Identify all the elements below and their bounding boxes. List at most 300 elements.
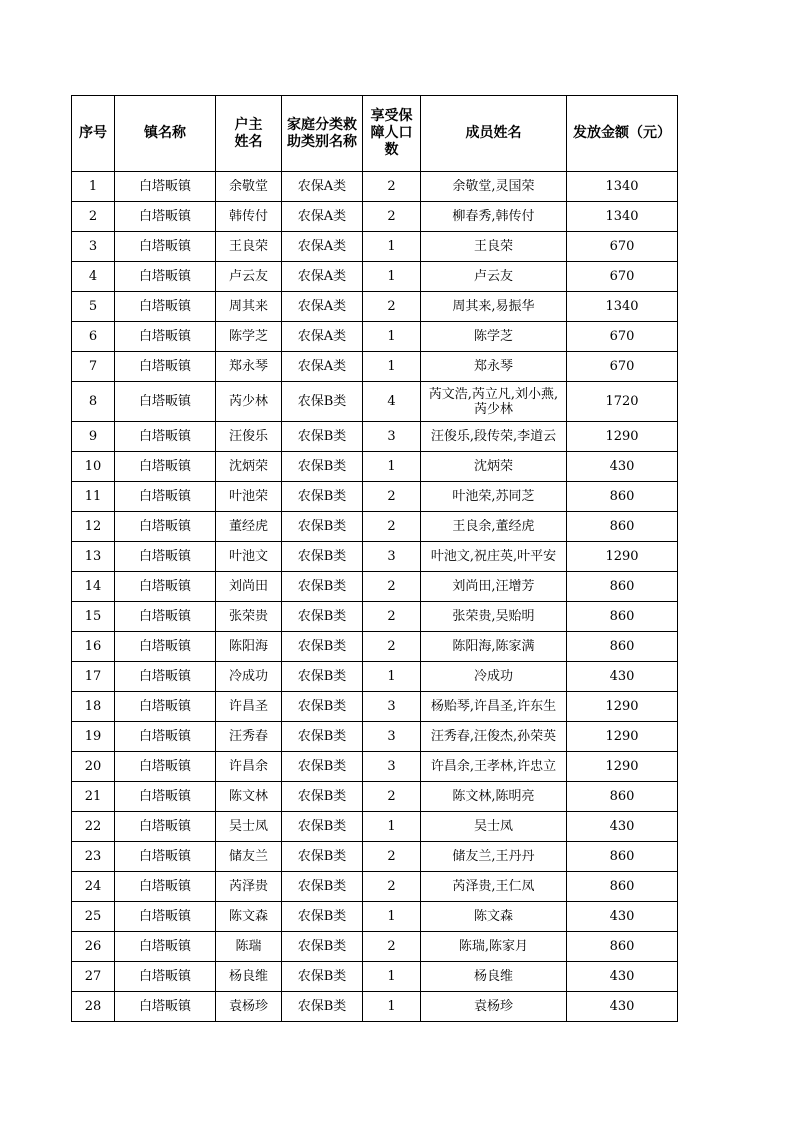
cell-town-text: 白塔畈镇 (138, 269, 191, 284)
cell-category (282, 722, 363, 752)
cell-index (72, 542, 115, 572)
cell-householder-text: 卢云友 (228, 269, 268, 284)
cell-town (115, 352, 216, 382)
table-row (72, 202, 678, 232)
cell-index-text: 24 (84, 879, 102, 894)
cell-category-text: 农保B类 (297, 879, 347, 894)
cell-index-text: 1 (88, 179, 98, 194)
cell-count-text: 3 (387, 699, 396, 714)
cell-index (72, 482, 115, 512)
cell-category (282, 602, 363, 632)
cell-amount (567, 782, 678, 812)
cell-householder-text: 刘尚田 (228, 579, 268, 594)
table-row (72, 512, 678, 542)
cell-town-text: 白塔畈镇 (138, 579, 191, 594)
cell-count-text: 2 (387, 789, 396, 804)
cell-count-text: 3 (387, 429, 396, 444)
cell-members (421, 632, 567, 662)
cell-town-text: 白塔畈镇 (138, 179, 191, 194)
cell-members (421, 482, 567, 512)
cell-members (421, 452, 567, 482)
cell-category (282, 232, 363, 262)
cell-count-text: 2 (387, 579, 396, 594)
cell-amount (567, 382, 678, 422)
cell-members (421, 382, 567, 422)
cell-count-text: 2 (387, 179, 396, 194)
cell-members-text: 芮文浩,芮立凡,刘小燕,芮少林 (428, 386, 559, 417)
cell-amount (567, 352, 678, 382)
cell-members (421, 722, 567, 752)
cell-town-text: 白塔畈镇 (138, 939, 191, 954)
cell-amount (567, 722, 678, 752)
cell-index (72, 812, 115, 842)
cell-town-text: 白塔畈镇 (138, 909, 191, 924)
cell-amount-text: 430 (609, 969, 635, 984)
header-town: 镇名称 (115, 96, 216, 172)
cell-index-text: 15 (84, 609, 102, 624)
cell-members-text: 叶池文,祝庄英,叶平安 (430, 549, 557, 564)
cell-town (115, 902, 216, 932)
table-row (72, 782, 678, 812)
cell-members-text: 王良荣 (473, 239, 513, 254)
cell-members (421, 662, 567, 692)
cell-town-text: 白塔畈镇 (138, 969, 191, 984)
cell-index-text: 10 (84, 459, 102, 474)
cell-count (363, 382, 421, 422)
cell-count (363, 262, 421, 292)
cell-count (363, 632, 421, 662)
cell-count (363, 322, 421, 352)
cell-town (115, 172, 216, 202)
cell-index-text: 21 (84, 789, 102, 804)
cell-count (363, 422, 421, 452)
header-householder: 户主姓名 (216, 96, 282, 172)
cell-count (363, 662, 421, 692)
cell-members-text: 刘尚田,汪增芳 (452, 579, 535, 594)
cell-amount-text: 670 (609, 359, 635, 374)
header-row (72, 96, 678, 172)
cell-amount (567, 632, 678, 662)
header-category: 家庭分类救助类别名称 (282, 96, 363, 172)
cell-count (363, 572, 421, 602)
cell-index (72, 262, 115, 292)
table-body (72, 172, 678, 1022)
cell-amount-text: 1290 (605, 699, 639, 714)
cell-town (115, 422, 216, 452)
cell-amount-text: 1720 (605, 394, 639, 409)
cell-members-text: 王良余,董经虎 (452, 519, 535, 534)
cell-householder (216, 202, 282, 232)
cell-members-text: 储友兰,王丹丹 (452, 849, 535, 864)
cell-amount (567, 202, 678, 232)
cell-amount-text: 860 (609, 639, 635, 654)
table-row (72, 232, 678, 262)
cell-amount (567, 482, 678, 512)
cell-town (115, 812, 216, 842)
cell-members-text: 杨贻琴,许昌圣,许东生 (430, 699, 557, 714)
cell-amount (567, 262, 678, 292)
cell-householder-text: 杨良维 (228, 969, 268, 984)
cell-amount (567, 842, 678, 872)
cell-category (282, 662, 363, 692)
cell-town (115, 752, 216, 782)
cell-householder (216, 872, 282, 902)
cell-town (115, 692, 216, 722)
cell-category-text: 农保B类 (297, 789, 347, 804)
cell-index (72, 872, 115, 902)
table-row (72, 752, 678, 782)
cell-householder-text: 袁杨珍 (228, 999, 268, 1014)
cell-town-text: 白塔畈镇 (138, 849, 191, 864)
table-row (72, 382, 678, 422)
cell-town (115, 572, 216, 602)
cell-town (115, 482, 216, 512)
cell-count (363, 902, 421, 932)
cell-householder-text: 叶池荣 (228, 489, 268, 504)
cell-index (72, 422, 115, 452)
cell-town (115, 872, 216, 902)
cell-count-text: 1 (387, 969, 396, 984)
cell-category-text: 农保A类 (297, 329, 347, 344)
cell-members-text: 郑永琴 (473, 359, 513, 374)
cell-householder (216, 992, 282, 1022)
cell-members-text: 袁杨珍 (473, 999, 513, 1014)
cell-members (421, 752, 567, 782)
cell-index-text: 5 (88, 299, 98, 314)
cell-category-text: 农保B类 (297, 429, 347, 444)
cell-amount (567, 962, 678, 992)
cell-householder-text: 芮少林 (228, 394, 268, 409)
cell-householder-text: 王良荣 (228, 239, 268, 254)
cell-category-text: 农保B类 (297, 999, 347, 1014)
cell-amount (567, 452, 678, 482)
cell-members-text: 吴士凤 (473, 819, 513, 834)
cell-amount (567, 172, 678, 202)
cell-householder (216, 632, 282, 662)
cell-householder (216, 602, 282, 632)
cell-householder-text: 陈学芝 (228, 329, 268, 344)
cell-index-text: 16 (84, 639, 102, 654)
cell-index-text: 13 (84, 549, 102, 564)
cell-town-text: 白塔畈镇 (138, 239, 191, 254)
cell-count (363, 812, 421, 842)
cell-category-text: 农保B类 (297, 669, 347, 684)
cell-index-text: 12 (84, 519, 102, 534)
cell-amount-text: 670 (609, 269, 635, 284)
table-row (72, 172, 678, 202)
cell-category (282, 382, 363, 422)
cell-count-text: 1 (387, 909, 396, 924)
cell-index (72, 932, 115, 962)
cell-amount-text: 670 (609, 239, 635, 254)
cell-members (421, 262, 567, 292)
table-row (72, 872, 678, 902)
cell-town (115, 542, 216, 572)
cell-category (282, 262, 363, 292)
cell-town (115, 932, 216, 962)
cell-householder-text: 郑永琴 (228, 359, 268, 374)
cell-amount-text: 1290 (605, 549, 639, 564)
cell-town-text: 白塔畈镇 (138, 459, 191, 474)
cell-count (363, 352, 421, 382)
cell-category-text: 农保B类 (297, 849, 347, 864)
table-row (72, 962, 678, 992)
cell-householder (216, 722, 282, 752)
cell-householder-text: 余敬堂 (228, 179, 268, 194)
cell-householder-text: 周其来 (228, 299, 268, 314)
cell-category-text: 农保B类 (297, 549, 347, 564)
cell-index (72, 782, 115, 812)
table-row (72, 602, 678, 632)
cell-town-text: 白塔畈镇 (138, 299, 191, 314)
table-row (72, 262, 678, 292)
cell-members-text: 柳春秀,韩传付 (452, 209, 535, 224)
cell-category-text: 农保B类 (297, 394, 347, 409)
cell-householder (216, 482, 282, 512)
cell-town (115, 992, 216, 1022)
cell-category (282, 752, 363, 782)
cell-town (115, 322, 216, 352)
cell-town (115, 662, 216, 692)
cell-amount (567, 872, 678, 902)
table-row (72, 292, 678, 322)
cell-town-text: 白塔畈镇 (138, 879, 191, 894)
cell-category-text: 农保B类 (297, 939, 347, 954)
cell-count-text: 1 (387, 669, 396, 684)
cell-amount (567, 572, 678, 602)
cell-householder-text: 韩传付 (228, 209, 268, 224)
cell-householder-text: 吴士凤 (228, 819, 268, 834)
cell-householder-text: 许昌圣 (228, 699, 268, 714)
cell-category (282, 422, 363, 452)
header-members: 成员姓名 (421, 96, 567, 172)
cell-index (72, 172, 115, 202)
cell-members (421, 602, 567, 632)
cell-count-text: 3 (387, 549, 396, 564)
cell-amount-text: 430 (609, 909, 635, 924)
cell-amount-text: 670 (609, 329, 635, 344)
cell-count (363, 602, 421, 632)
cell-householder-text: 许昌余 (228, 759, 268, 774)
table-row (72, 322, 678, 352)
table-row (72, 722, 678, 752)
cell-town (115, 602, 216, 632)
cell-town-text: 白塔畈镇 (138, 394, 191, 409)
cell-category-text: 农保A类 (297, 269, 347, 284)
cell-count (363, 872, 421, 902)
cell-amount (567, 292, 678, 322)
cell-count (363, 172, 421, 202)
cell-householder (216, 542, 282, 572)
cell-householder (216, 752, 282, 782)
cell-members-text: 芮泽贵,王仁凤 (452, 879, 535, 894)
cell-index (72, 692, 115, 722)
table-row (72, 812, 678, 842)
cell-town-text: 白塔畈镇 (138, 519, 191, 534)
cell-town (115, 722, 216, 752)
cell-category-text: 农保B类 (297, 909, 347, 924)
cell-count (363, 202, 421, 232)
cell-category (282, 542, 363, 572)
cell-amount-text: 1290 (605, 429, 639, 444)
cell-count-text: 2 (387, 519, 396, 534)
cell-town-text: 白塔畈镇 (138, 999, 191, 1014)
cell-householder (216, 422, 282, 452)
cell-householder (216, 452, 282, 482)
cell-members-text: 许昌余,王孝林,许忠立 (430, 759, 557, 774)
cell-town-text: 白塔畈镇 (138, 429, 191, 444)
cell-index-text: 20 (84, 759, 102, 774)
table-row (72, 452, 678, 482)
cell-category (282, 902, 363, 932)
cell-count-text: 1 (387, 999, 396, 1014)
cell-count (363, 292, 421, 322)
cell-category-text: 农保B类 (297, 489, 347, 504)
cell-householder (216, 352, 282, 382)
cell-members (421, 542, 567, 572)
cell-householder-text: 储友兰 (228, 849, 268, 864)
table-row (72, 352, 678, 382)
cell-amount-text: 860 (609, 789, 635, 804)
cell-index-text: 14 (84, 579, 102, 594)
cell-index (72, 452, 115, 482)
cell-category (282, 692, 363, 722)
cell-index (72, 902, 115, 932)
cell-index (72, 382, 115, 422)
cell-index (72, 962, 115, 992)
cell-count (363, 932, 421, 962)
cell-members (421, 422, 567, 452)
cell-householder (216, 962, 282, 992)
cell-index-text: 6 (88, 329, 98, 344)
cell-amount (567, 662, 678, 692)
cell-category (282, 812, 363, 842)
cell-index (72, 512, 115, 542)
cell-members-text: 陈学芝 (473, 329, 513, 344)
cell-category-text: 农保B类 (297, 519, 347, 534)
cell-count-text: 1 (387, 359, 396, 374)
cell-amount (567, 512, 678, 542)
cell-category-text: 农保B类 (297, 609, 347, 624)
cell-index-text: 11 (84, 489, 102, 504)
cell-index-text: 8 (88, 394, 98, 409)
cell-category (282, 962, 363, 992)
cell-amount (567, 542, 678, 572)
cell-amount-text: 860 (609, 939, 635, 954)
cell-householder (216, 322, 282, 352)
cell-householder (216, 172, 282, 202)
cell-category-text: 农保A类 (297, 179, 347, 194)
cell-members-text: 张荣贵,吴贻明 (452, 609, 535, 624)
cell-count (363, 542, 421, 572)
cell-members (421, 932, 567, 962)
cell-count-text: 1 (387, 269, 396, 284)
cell-amount-text: 430 (609, 669, 635, 684)
cell-amount-text: 860 (609, 849, 635, 864)
cell-index-text: 25 (84, 909, 102, 924)
cell-householder (216, 902, 282, 932)
cell-count (363, 692, 421, 722)
table-row (72, 662, 678, 692)
table-row (72, 902, 678, 932)
cell-amount (567, 692, 678, 722)
cell-index-text: 9 (88, 429, 98, 444)
cell-index (72, 572, 115, 602)
cell-count (363, 722, 421, 752)
cell-members (421, 352, 567, 382)
cell-category-text: 农保B类 (297, 729, 347, 744)
cell-amount (567, 422, 678, 452)
cell-amount-text: 1290 (605, 759, 639, 774)
cell-category (282, 632, 363, 662)
cell-householder (216, 662, 282, 692)
cell-count-text: 3 (387, 759, 396, 774)
cell-count-text: 2 (387, 609, 396, 624)
cell-town (115, 232, 216, 262)
cell-index (72, 292, 115, 322)
cell-count-text: 2 (387, 489, 396, 504)
cell-amount (567, 812, 678, 842)
cell-category (282, 572, 363, 602)
cell-members-text: 陈阳海,陈家满 (452, 639, 535, 654)
cell-householder-text: 叶池文 (228, 549, 268, 564)
cell-householder-text: 陈瑞 (235, 939, 262, 954)
cell-category-text: 农保B类 (297, 699, 347, 714)
cell-members-text: 卢云友 (473, 269, 513, 284)
cell-category-text: 农保B类 (297, 969, 347, 984)
cell-index (72, 352, 115, 382)
cell-town (115, 202, 216, 232)
cell-town (115, 262, 216, 292)
cell-householder-text: 冷成功 (228, 669, 268, 684)
cell-index (72, 662, 115, 692)
cell-town (115, 782, 216, 812)
cell-category-text: 农保A类 (297, 239, 347, 254)
cell-town-text: 白塔畈镇 (138, 669, 191, 684)
cell-town-text: 白塔畈镇 (138, 729, 191, 744)
cell-category-text: 农保A类 (297, 299, 347, 314)
cell-householder (216, 812, 282, 842)
cell-index-text: 27 (84, 969, 102, 984)
cell-householder-text: 陈阳海 (228, 639, 268, 654)
cell-householder-text: 芮泽贵 (228, 879, 268, 894)
cell-index-text: 7 (88, 359, 98, 374)
cell-members (421, 872, 567, 902)
cell-amount (567, 752, 678, 782)
cell-members-text: 陈文林,陈明亮 (452, 789, 535, 804)
cell-householder-text: 张荣贵 (228, 609, 268, 624)
cell-index (72, 602, 115, 632)
cell-index-text: 4 (88, 269, 98, 284)
cell-category-text: 农保B类 (297, 819, 347, 834)
cell-amount (567, 232, 678, 262)
cell-householder (216, 842, 282, 872)
cell-count (363, 782, 421, 812)
cell-category-text: 农保B类 (297, 579, 347, 594)
cell-count-text: 4 (387, 394, 396, 409)
cell-index (72, 722, 115, 752)
cell-town (115, 452, 216, 482)
cell-amount-text: 430 (609, 459, 635, 474)
cell-index-text: 26 (84, 939, 102, 954)
cell-category-text: 农保B类 (297, 459, 347, 474)
cell-members (421, 232, 567, 262)
cell-amount-text: 860 (609, 579, 635, 594)
cell-count (363, 842, 421, 872)
cell-town-text: 白塔畈镇 (138, 329, 191, 344)
cell-householder-text: 汪俊乐 (228, 429, 268, 444)
cell-amount-text: 1340 (605, 299, 639, 314)
